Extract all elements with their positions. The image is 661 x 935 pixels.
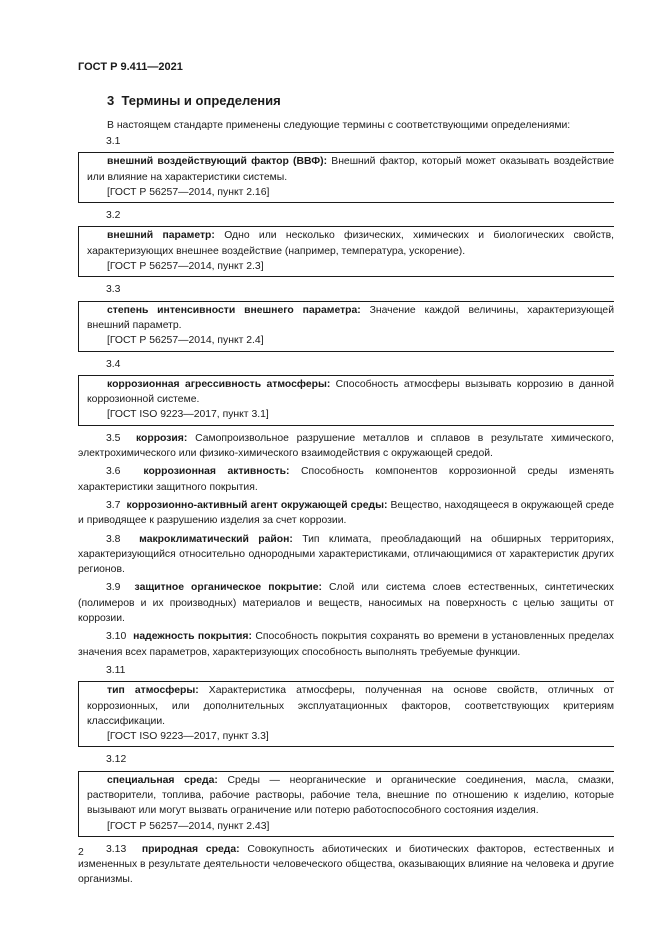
definition: Значение каждой величины, характеризующей внешний параметр. (87, 304, 614, 331)
section-title (107, 93, 281, 108)
terms-list (78, 134, 614, 891)
term-paragraph (78, 464, 614, 495)
term: природная среда: (141, 843, 240, 855)
term: надежность покрытия: (133, 631, 252, 643)
term: коррозия: (135, 432, 188, 444)
entry-number: 3.10 (106, 631, 127, 643)
definition: Способность компонентов коррозионной среды изменять характеристики защитного покрытия. (78, 466, 615, 493)
definition: Внешний фактор, который может оказывать воздействие или влияние на характеристики системы. (87, 156, 614, 183)
entry-number: 3.13 (106, 843, 127, 855)
term-paragraph (78, 842, 614, 888)
page-number: 2 (78, 847, 84, 858)
section-number: 3 (107, 93, 115, 108)
definition: Самопроизвольное разрушение металлов и сплавов в результате химического, электрохимического или физико-химического взаимодействия с окружающей средой. (78, 432, 614, 460)
term: коррозионная активность: (143, 466, 290, 478)
entry-number: 3.1 (106, 136, 121, 147)
definition: Совокупность абиотических и биотических факторов, естественных и измененных в результате деятельности человеческого общества, оказывающих влияние на человека и другие организмы. (78, 843, 614, 886)
source-reference: [ГОСТ ISO 9223—2017, пункт 3.1] (107, 409, 269, 421)
section-title-text: Термины и определения (121, 93, 281, 108)
definition: Характеристика атмосферы, полученная на основе свойств, отличных от коррозионных, или дополнительных эксплуатационных факторов, соответствующих критериям классификации. (87, 685, 614, 727)
term-paragraph (78, 629, 614, 660)
source-reference: [ГОСТ ISO 9223—2017, пункт 3.3] (107, 731, 269, 743)
entry-number: 3.5 (106, 432, 121, 444)
definition: Вещество, находящееся в окружающей среде и приводящее к разрушению изделия за счет коррозии. (78, 499, 614, 527)
term: коррозионная агрессивность атмосферы: (107, 378, 331, 390)
definition-box (78, 771, 614, 837)
entry-number: 3.6 (106, 466, 121, 478)
definition-text (87, 377, 614, 408)
entry-number: 3.8 (106, 533, 121, 545)
entry-number: 3.11 (106, 664, 126, 676)
term-paragraph (78, 498, 614, 529)
entry-number: 3.7 (106, 499, 121, 511)
entry-number: 3.12 (106, 754, 127, 766)
source-reference: [ГОСТ Р 56257—2014, пункт 2.43] (107, 820, 270, 832)
definition: Среды — неорганические и органические соединения, масла, смазки, растворители, топлива, рабочие растворы, рабочие тела, внешние по отношению к изделию, которые вызывают или могут вызвать ограничение или потерю работоспособного состояния изделия. (87, 774, 614, 817)
definition-box (78, 152, 614, 203)
term: степень интенсивности внешнего параметра: (107, 304, 361, 316)
definition-text (87, 683, 614, 729)
term: защитное органическое покрытие: (134, 582, 322, 594)
definition-text (87, 154, 614, 185)
definition-box (78, 226, 614, 277)
term: специальная среда: (107, 774, 218, 786)
source-reference: [ГОСТ Р 56257—2014, пункт 2.16] (107, 186, 270, 198)
definition: Тип климата, преобладающий на обширных территориях, характеризующийся относительно однородными характеристиками, отличающимися от характеристик других регионов. (78, 533, 614, 576)
entry-number: 3.9 (106, 582, 121, 594)
term-paragraph (78, 431, 614, 462)
intro-paragraph: В настоящем стандарте применены следующие термины с соответствующими определениями: (107, 120, 571, 131)
term: тип атмосферы: (107, 685, 199, 697)
term: коррозионно-активный агент окружающей среды: (126, 499, 388, 511)
entry-number: 3.3 (106, 284, 121, 296)
definition-box (78, 301, 614, 352)
source-reference: [ГОСТ Р 56257—2014, пункт 2.4] (107, 335, 264, 347)
term-paragraph (78, 580, 614, 626)
term: внешний параметр: (107, 230, 215, 242)
definition-box (78, 375, 614, 426)
definition: Способность атмосферы вызывать коррозию в данной коррозионной системе. (87, 378, 615, 406)
document-header: ГОСТ Р 9.411—2021 (78, 61, 183, 73)
definition: Одно или несколько физических, химических и биологических свойств, характеризующих внешнее воздействие (например, температура, ускорение). (87, 230, 615, 257)
entry-number: 3.4 (106, 358, 121, 370)
term-paragraph (78, 532, 614, 578)
definition-box (78, 681, 614, 747)
definition-text (87, 228, 614, 259)
term: внешний воздействующий фактор (ВВФ): (107, 156, 328, 168)
source-reference: [ГОСТ Р 56257—2014, пункт 2.3] (107, 261, 264, 273)
definition: Способность покрытия сохранять во времени в установленных пределах значения всех параметров, характеризующих способность выполнять требуемые функции. (78, 631, 614, 658)
definition-text (87, 773, 614, 819)
definition-text (87, 303, 614, 334)
term: макроклиматический район: (139, 533, 293, 545)
definition: Слой или система слоев естественных, синтетических (полимеров и их производных) материалов и веществ, наносимых на поверхность с целью защиты от коррозии. (78, 582, 615, 625)
entry-number: 3.2 (106, 210, 121, 222)
